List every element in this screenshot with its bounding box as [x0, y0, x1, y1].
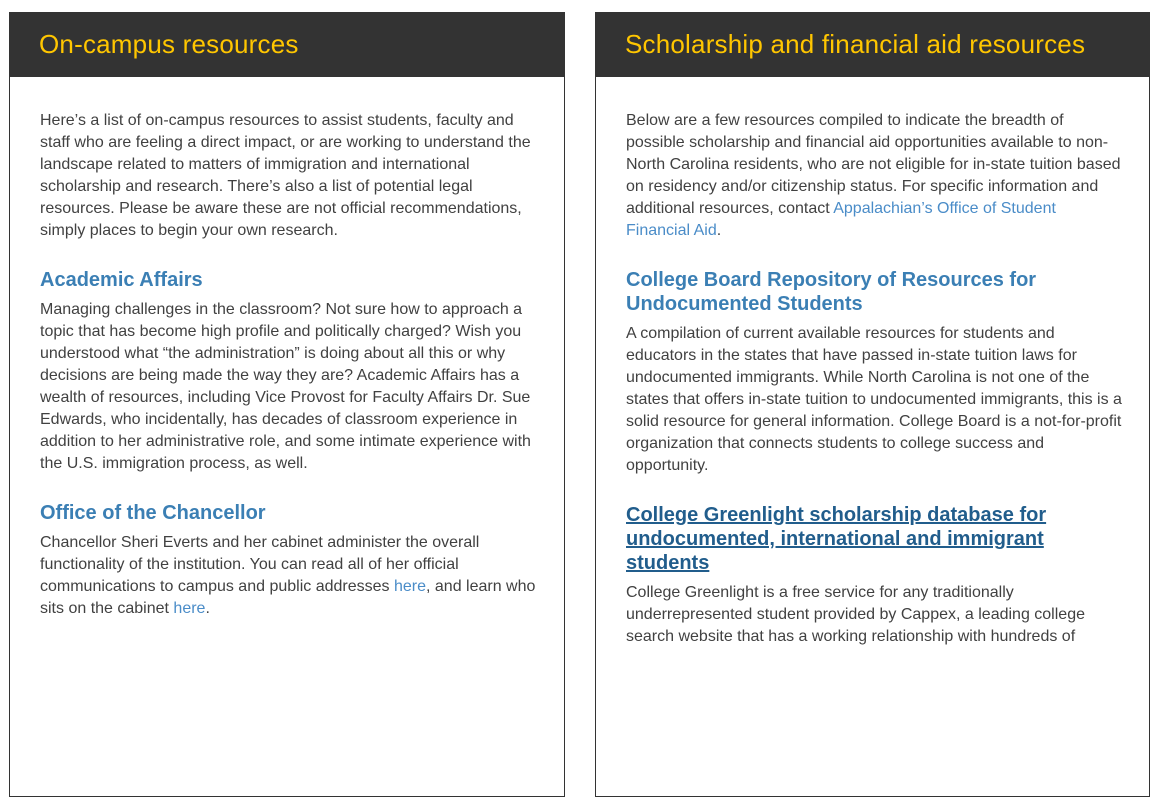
- text-run: Academic Affairs: [40, 269, 203, 291]
- text-run: College Greenlight is a free service for any traditionally underrepresented student provided by Cappex, a leading college search website that has a working relationship with hundreds of: [626, 584, 1085, 645]
- section-heading: [40, 501, 537, 525]
- panel-body: [9, 77, 565, 797]
- inline-link[interactable]: College Greenlight scholarship database for undocumented, international and immigrant students: [626, 504, 1047, 574]
- section-heading: [40, 268, 537, 292]
- section-paragraph: [626, 323, 1122, 477]
- text-run: .: [205, 600, 210, 617]
- panel-title: On-campus resources: [39, 29, 299, 59]
- panel-scholarship-financial-aid: [595, 12, 1150, 797]
- inline-link[interactable]: Appalachian’s Office of Student Financial Aid: [626, 200, 1056, 239]
- section-paragraph: [626, 582, 1122, 648]
- section-heading: [626, 503, 1122, 575]
- panel-header: [595, 12, 1150, 77]
- section-paragraph: [40, 299, 537, 475]
- panel-header: [9, 12, 565, 77]
- text-run: , and learn who sits on the cabinet: [40, 578, 536, 617]
- panel-on-campus-resources: [9, 12, 565, 797]
- intro-paragraph: [626, 110, 1122, 242]
- text-run: Managing challenges in the classroom? Not sure how to approach a topic that has become high profile and politically charged? Wish you understood what “the administration” is doing about all this or why decisions are being made the way they are? Academic Affairs has a wealth of resources, including Vice Provost for Faculty Affairs Dr. Sue Edwards, who incidentally, has decades of classroom experience in addition to her administrative role, and some intimate experience with the U.S. immigration process, as well.: [40, 301, 531, 472]
- intro-paragraph: [40, 110, 537, 242]
- text-run: .: [716, 222, 722, 239]
- section-paragraph: [40, 532, 537, 620]
- section-heading: [626, 268, 1122, 316]
- text-run: Chancellor Sheri Everts and her cabinet administer the overall functionality of the institution. You can read all of her official communications to campus and public addresses: [40, 534, 480, 595]
- inline-link[interactable]: here: [173, 600, 206, 617]
- text-run: Below are a few resources compiled to indicate the breadth of possible scholarship and financial aid opportunities available to non-North Carolina residents, who are not eligible for in-state tuition based on residency and/or citizenship status. For specific information and additional resources, contact: [626, 112, 1121, 217]
- inline-link[interactable]: here: [393, 578, 426, 595]
- panel-title: Scholarship and financial aid resources: [625, 29, 1086, 59]
- text-run: Here’s a list of on-campus resources to assist students, faculty and staff who are feeling a direct impact, or are working to understand the landscape related to matters of immigration and international scholarship and research. There’s also a list of potential legal resources. Please be aware these are not official recommendations, simply places to begin your own research.: [40, 112, 531, 239]
- panel-body: [595, 77, 1150, 797]
- text-run: College Board Repository of Resources for Undocumented Students: [626, 269, 1037, 315]
- text-run: A compilation of current available resources for students and educators in the states that have passed in-state tuition laws for undocumented immigrants. While North Carolina is not one of the states that offers in-state tuition to undocumented immigrants, this is a solid resource for general information. College Board is a not-for-profit organization that connects students to college success and opportunity.: [626, 325, 1122, 474]
- text-run: Office of the Chancellor: [40, 502, 266, 524]
